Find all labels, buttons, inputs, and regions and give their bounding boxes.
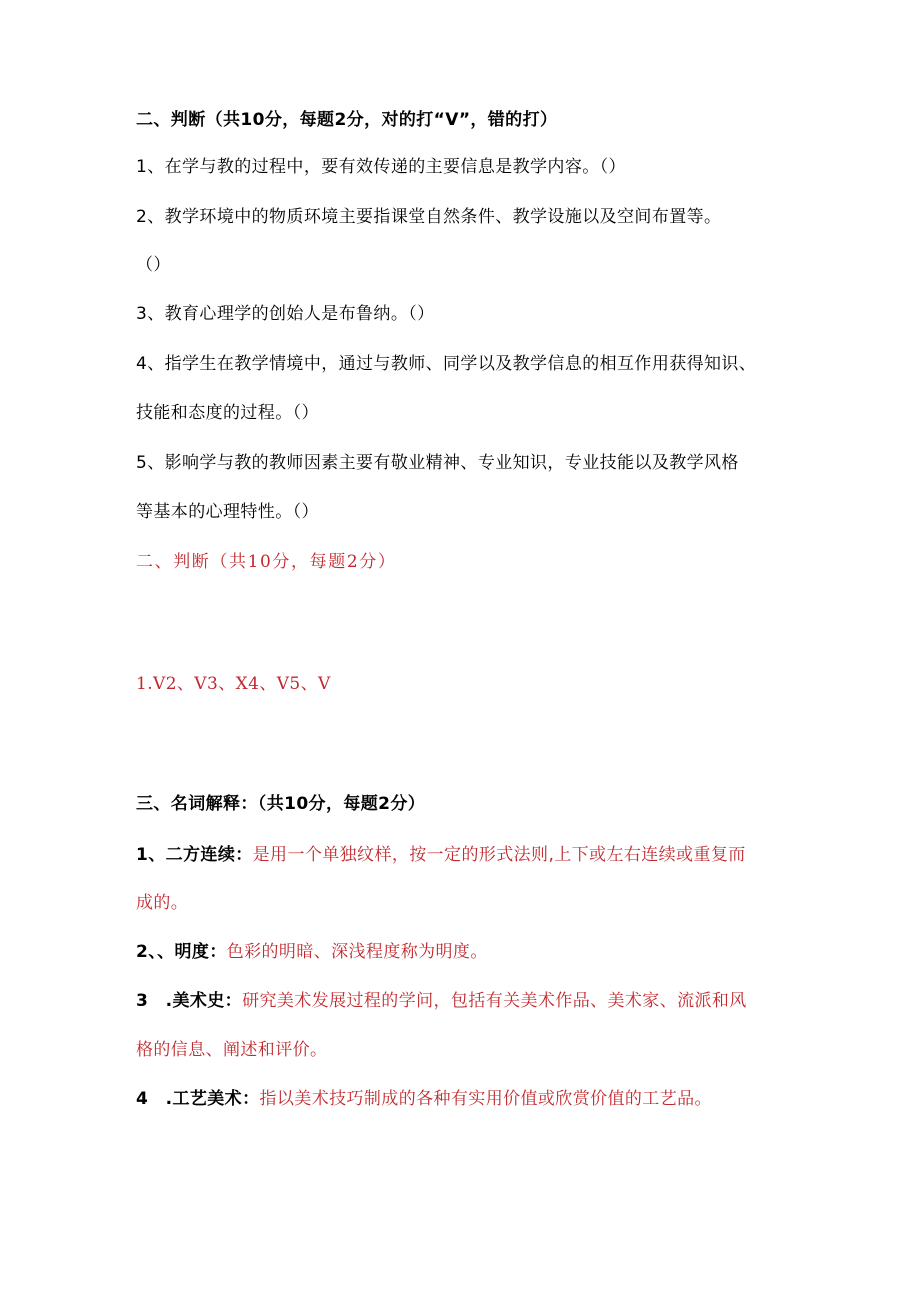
question-2-line2: （） [136, 255, 171, 275]
term-1-label: 1、二方连续： [136, 845, 253, 865]
term-3-line2: 格的信息、阐述和评价。 [136, 1040, 328, 1060]
question-1: 1、在学与教的过程中，要有效传递的主要信息是教学内容。（） [136, 157, 626, 177]
question-5-line1: 5、影响学与教的教师因素主要有敬业精神、专业知识，专业技能以及教学风格 [136, 453, 739, 473]
term-3-label: 3 .美术史： [136, 991, 243, 1011]
term-2-line [136, 940, 488, 964]
answer-key: 1.V2、V3、X4、V5、V [136, 674, 331, 694]
section3-heading: 三、名词解释：（共10分，每题2分） [136, 794, 426, 814]
term-4-definition: 指以美术技巧制成的各种有实用价值或欣赏价值的工艺品。 [259, 1089, 712, 1109]
term-2-definition: 色彩的明暗、深浅程度称为明度。 [226, 942, 488, 962]
section2-heading: 二、判断（共10分，每题2分，对的打“V”，错的打） [136, 110, 558, 130]
question-4-line1: 4、指学生在教学情境中，通过与教师、同学以及教学信息的相互作用获得知识、 [136, 354, 757, 374]
question-3: 3、教育心理学的创始人是布鲁纳。（） [136, 304, 435, 324]
question-5-line2: 等基本的心理特性。（） [136, 502, 319, 522]
term-1-line1 [136, 843, 746, 867]
term-4-label: 4 .工艺美术： [136, 1089, 260, 1109]
term-3-line1 [136, 989, 747, 1013]
answer-heading: 二、判断（共10分，每题2分） [136, 552, 397, 572]
term-1-definition: 是用一个单独纹样，按一定的形式法则,上下或左右连续或重复而 [252, 845, 746, 865]
question-4-line2: 技能和态度的过程。（） [136, 403, 319, 423]
term-1-line2: 成的。 [136, 893, 189, 913]
term-3-definition: 研究美术发展过程的学问，包括有关美术作品、美术家、流派和风 [242, 991, 747, 1011]
term-4-line [136, 1087, 712, 1111]
question-2-line1: 2、教学环境中的物质环境主要指课堂自然条件、教学设施以及空间布置等。 [136, 207, 722, 227]
term-2-label: 2、、明度： [136, 942, 227, 962]
